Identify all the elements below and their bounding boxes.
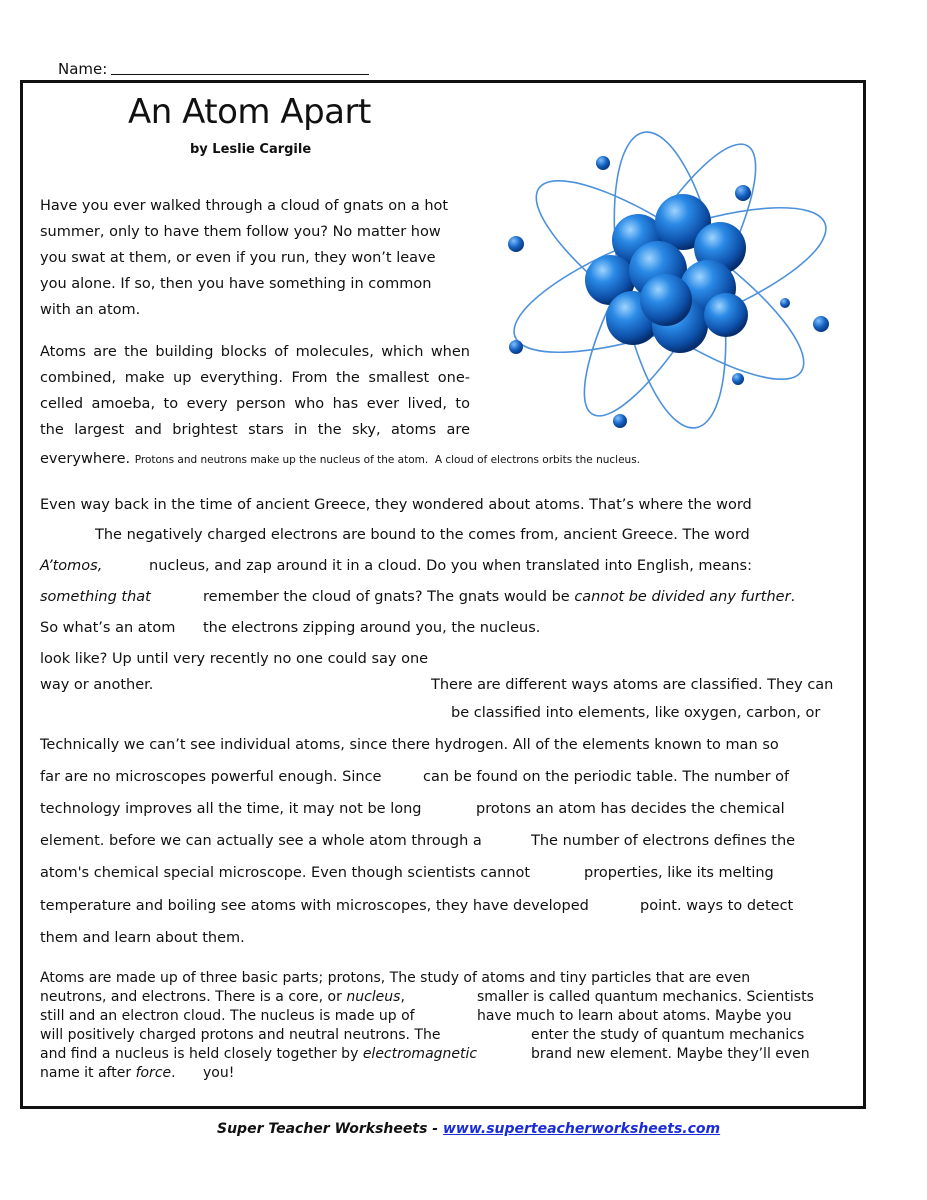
text-line: technology improves all the time, it may not be long [40,801,422,817]
text-line: Technically we can’t see individual atoms, since there hydrogen. All of the elements known to man so [40,737,779,753]
italic-phrase: cannot be divided any further [574,589,791,605]
name-blank-line [111,60,369,75]
text-line: temperature and boiling see atoms with microscopes, they have developed [40,898,589,914]
text-segment: and find a nucleus is held closely together by [40,1046,359,1062]
text-line: look like? Up until very recently no one could say one [40,651,429,667]
text-line: atom's chemical special microscope. Even though scientists cannot [40,865,531,881]
text-line [40,558,102,574]
atom-illustration [498,130,843,435]
text-line: protons an atom has decides the chemical [476,801,785,817]
paragraph-building-blocks [40,339,470,443]
italic-phrase: something that [40,589,151,605]
caption-electrons: A cloud of electrons orbits the nucleus. [434,454,641,466]
name-field [58,60,369,78]
intro-line: with an atom. [40,302,141,318]
text-line: them and learn about them. [40,930,245,946]
text-line: the electrons zipping around you, the nucleus. [203,620,541,636]
italic-word: nucleus [346,989,401,1005]
para-line: the largest and brightest stars in the sky, atoms are [40,422,470,438]
byline: by Leslie Cargile [190,142,312,157]
text-line [40,1046,477,1062]
text-line [40,1065,176,1081]
text-line: There are different ways atoms are classified. They can [431,677,834,693]
text-segment: neutrons, and electrons. There is a core, or [40,989,342,1005]
text-line [40,989,405,1005]
text-line: enter the study of quantum mechanics [531,1027,805,1043]
text-line: properties, like its melting [584,865,774,881]
intro-line: you alone. If so, then you have something in common [40,276,432,292]
text-line: still and an electron cloud. The nucleus is made up of [40,1008,415,1024]
text-line: So what’s an atom [40,620,176,636]
italic-word: force [135,1065,172,1081]
text-line: nucleus, and zap around it in a cloud. Do you when translated into English, means: [149,558,752,574]
footer [217,1121,720,1137]
text-line: Even way back in the time of ancient Greece, they wondered about atoms. That’s where the word [40,497,752,513]
para-line: Atoms are the building blocks of molecules, which when [40,344,470,360]
text-line: will positively charged protons and neutral neutrons. The [40,1027,441,1043]
text-line: can be found on the periodic table. The number of [423,769,790,785]
intro-paragraph [40,193,468,323]
para-end-word: everywhere. [40,451,131,467]
text-line: brand new element. Maybe they’ll even [531,1046,810,1062]
text-line: have much to learn about atoms. Maybe you [477,1008,792,1024]
para-line: combined, make up everything. From the smallest one- [40,370,470,386]
text-segment: remember the cloud of gnats? The gnats would be [203,589,570,605]
intro-line: summer, only to have them follow you? No matter how [40,224,441,240]
footer-link[interactable]: www.superteacherworksheets.com [442,1121,721,1137]
text-line: Atoms are made up of three basic parts; protons, The study of atoms and tiny particles that are even [40,970,751,986]
text-segment: . [790,589,796,605]
caption-nucleus: Protons and neutrons make up the nucleus of the atom. [134,454,429,466]
text-segment: . [171,1065,176,1081]
para-line: celled amoeba, to every person who has ever lived, to [40,396,470,412]
text-line [40,589,151,605]
text-line [203,589,795,605]
text-segment: , [400,989,405,1005]
text-line: far are no microscopes powerful enough. Since [40,769,382,785]
page-title: An Atom Apart [128,92,371,132]
italic-word: A’tomos, [40,558,103,574]
intro-line: Have you ever walked through a cloud of gnats on a hot [40,198,449,214]
para-end-line [40,451,640,467]
text-line: smaller is called quantum mechanics. Scientists [477,989,814,1005]
text-line: The negatively charged electrons are bound to the comes from, ancient Greece. The word [95,527,750,543]
footer-label: Super Teacher Worksheets - [217,1121,443,1137]
text-line: be classified into elements, like oxygen, carbon, or [451,705,821,721]
text-segment: name it after [40,1065,132,1081]
italic-word: electromagnetic [362,1046,478,1062]
text-line: The number of electrons defines the [531,833,796,849]
text-line: point. ways to detect [640,898,794,914]
text-line: you! [203,1065,235,1081]
intro-line: you swat at them, or even if you run, they won’t leave [40,250,436,266]
text-line: element. before we can actually see a whole atom through a [40,833,482,849]
text-line: way or another. [40,677,154,693]
name-label: Name: [58,60,108,78]
